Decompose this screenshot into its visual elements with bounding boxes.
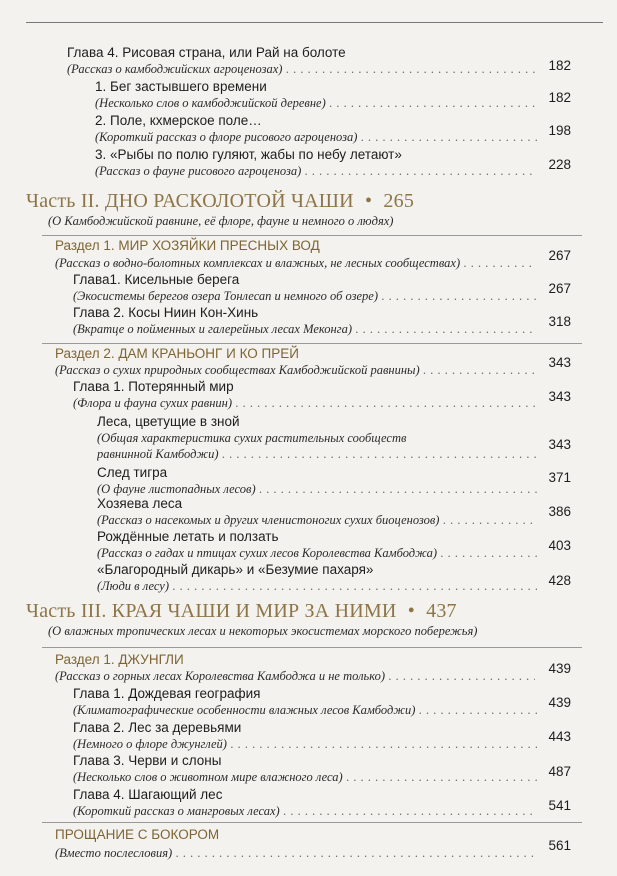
entry-title: Глава 1. Потерянный мир bbox=[73, 379, 234, 394]
part-subtitle: (О влажных тропических лесах и некоторых экосистемах морского побережья) bbox=[48, 624, 478, 638]
toc-entry[interactable] bbox=[67, 44, 537, 77]
page-number: 487 bbox=[548, 764, 571, 779]
toc-entry[interactable] bbox=[73, 304, 537, 337]
part-page-number: 265 bbox=[383, 190, 415, 212]
entry-subtitle: (Люди в лесу) . . . bbox=[97, 578, 537, 594]
entry-subtitle: (Несколько слов о животном мире влажного леса) . . . bbox=[73, 769, 537, 785]
section-divider bbox=[42, 822, 582, 823]
page-number: 343 bbox=[548, 355, 571, 370]
page-number: 561 bbox=[548, 838, 571, 853]
toc-entry[interactable] bbox=[73, 271, 537, 304]
entry-title: 1. Бег застывшего времени bbox=[95, 79, 267, 94]
page-number: 371 bbox=[548, 470, 571, 485]
entry-subtitle: (Флора и фауна сухих равнин) . . . bbox=[73, 395, 537, 411]
entry-subtitle: (Климатографические особенности влажных лесов Камбоджи) . . . bbox=[73, 702, 537, 718]
toc-entry[interactable] bbox=[73, 752, 537, 785]
entry-subtitle: (Общая характеристика сухих растительных сообществ bbox=[97, 431, 407, 445]
page-number: 318 bbox=[548, 314, 571, 329]
entry-title: Глава 4. Шагающий лес bbox=[73, 787, 223, 802]
entry-subtitle: (Рассказ о гадах и птицах сухих лесов Королевства Камбоджа) . . . bbox=[97, 545, 537, 561]
part-title: Часть II. ДНО РАСКОЛОТОЙ ЧАШИ bbox=[26, 190, 354, 212]
toc-entry[interactable] bbox=[97, 528, 537, 561]
entry-subtitle: (Вкратце о пойменных и галерейных лесах Меконга) . . . bbox=[73, 321, 537, 337]
entry-title: Глава 3. Черви и слоны bbox=[73, 753, 222, 768]
entry-title: 2. Поле, кхмерское поле… bbox=[95, 113, 262, 128]
entry-subtitle: (О фауне листопадных лесов) . . . bbox=[97, 481, 537, 497]
section-title[interactable]: Раздел 1. МИР ХОЗЯЙКИ ПРЕСНЫХ ВОД bbox=[55, 238, 320, 253]
toc-entry[interactable] bbox=[97, 561, 537, 594]
entry-subtitle: (Немного о флоре джунглей) . . . bbox=[73, 736, 537, 752]
section-divider bbox=[42, 343, 582, 344]
entry-title: Хозяева леса bbox=[97, 496, 183, 511]
toc-entry[interactable] bbox=[73, 786, 537, 819]
entry-subtitle: (Экосистемы берегов озера Тонлесап и немного об озере) . . . bbox=[73, 288, 537, 304]
entry-title: Глава 2. Лес за деревьями bbox=[73, 720, 242, 735]
entry-title: 3. «Рыбы по полю гуляют, жабы по небу летают» bbox=[95, 147, 402, 162]
section-title[interactable]: Раздел 1. ДЖУНГЛИ bbox=[55, 652, 184, 667]
toc-entry[interactable] bbox=[95, 146, 537, 179]
entry-title: Леса, цветущие в зной bbox=[97, 414, 240, 429]
entry-subtitle: (Рассказ о фауне рисового агроценоза) . . . bbox=[95, 163, 537, 179]
page-number: 403 bbox=[548, 538, 571, 553]
page-number: 182 bbox=[548, 90, 571, 105]
page-number: 228 bbox=[548, 157, 571, 172]
toc-entry[interactable] bbox=[73, 378, 537, 411]
page-number: 343 bbox=[548, 437, 571, 452]
page-number: 439 bbox=[548, 695, 571, 710]
page-number: 198 bbox=[548, 123, 571, 138]
entry-title: Глава 1. Дождевая география bbox=[73, 686, 261, 701]
entry-subtitle: (Рассказ о камбоджийских агроценозах) . . . bbox=[67, 61, 537, 77]
bullet: • bbox=[365, 190, 373, 212]
toc-entry[interactable] bbox=[73, 719, 537, 752]
page-number: 386 bbox=[548, 504, 571, 519]
page-number: 541 bbox=[548, 798, 571, 813]
toc-entry[interactable] bbox=[97, 464, 537, 497]
entry-subtitle: (Рассказ о насекомых и других членистоногих сухих биоценозов) . . . bbox=[97, 512, 537, 528]
page-number: 267 bbox=[548, 248, 571, 263]
toc-entry[interactable] bbox=[97, 495, 537, 528]
entry-subtitle-continued: равнинной Камбоджи) . . . bbox=[97, 446, 537, 462]
section-divider bbox=[42, 647, 582, 648]
page-number: 343 bbox=[548, 389, 571, 404]
entry-subtitle: (Несколько слов о камбоджийской деревне) . . . bbox=[95, 95, 537, 111]
part-2-heading[interactable] bbox=[26, 190, 414, 213]
entry-title: «Благородный дикарь» и «Безумие пахаря» bbox=[97, 562, 374, 577]
entry-title: Глава1. Кисельные берега bbox=[73, 272, 240, 287]
entry-title: Глава 2. Косы Ниин Кон-Хинь bbox=[73, 305, 259, 320]
bullet: • bbox=[407, 600, 415, 622]
section-subtitle: (Рассказ о горных лесах Королевства Камбоджа и не только) . . . bbox=[55, 668, 535, 684]
entry-title: След тигра bbox=[97, 465, 168, 480]
section-title[interactable]: Раздел 2. ДАМ КРАНЬОНГ И КО ПРЕЙ bbox=[55, 346, 299, 361]
page-number: 267 bbox=[548, 281, 571, 296]
toc-entry[interactable] bbox=[95, 112, 537, 145]
page-number: 428 bbox=[548, 573, 571, 588]
section-divider bbox=[42, 235, 582, 236]
part-page-number: 437 bbox=[426, 600, 457, 622]
part-subtitle: (О Камбоджийской равнине, её флоре, фауне и немного о людях) bbox=[48, 214, 394, 228]
farewell-title[interactable]: ПРОЩАНИЕ С БОКОРОМ bbox=[55, 827, 220, 842]
entry-title: Рождённые летать и ползать bbox=[97, 529, 279, 544]
page-number: 439 bbox=[548, 661, 571, 676]
entry-subtitle: (Короткий рассказ о флоре рисового агроценоза) . . . bbox=[95, 129, 537, 145]
toc-entry[interactable] bbox=[95, 78, 537, 111]
page-number: 443 bbox=[548, 729, 571, 744]
part-3-heading[interactable] bbox=[26, 600, 457, 623]
entry-title: Глава 4. Рисовая страна, или Рай на болоте bbox=[67, 45, 346, 60]
farewell-subtitle: (Вместо послесловия) . . . bbox=[55, 845, 535, 861]
section-subtitle: (Рассказ о сухих природных сообществах Камбоджийской равнины) . . . bbox=[55, 362, 535, 378]
part-title: Часть III. КРАЯ ЧАШИ И МИР ЗА НИМИ bbox=[26, 600, 397, 622]
entry-subtitle: (Короткий рассказ о мангровых лесах) . . . bbox=[73, 803, 537, 819]
section-subtitle: (Рассказ о водно-болотных комплексах и влажных, не лесных сообществах) . . . bbox=[55, 255, 535, 271]
page-number: 182 bbox=[548, 58, 571, 73]
toc-entry[interactable] bbox=[97, 413, 537, 462]
toc-entry[interactable] bbox=[73, 685, 537, 718]
